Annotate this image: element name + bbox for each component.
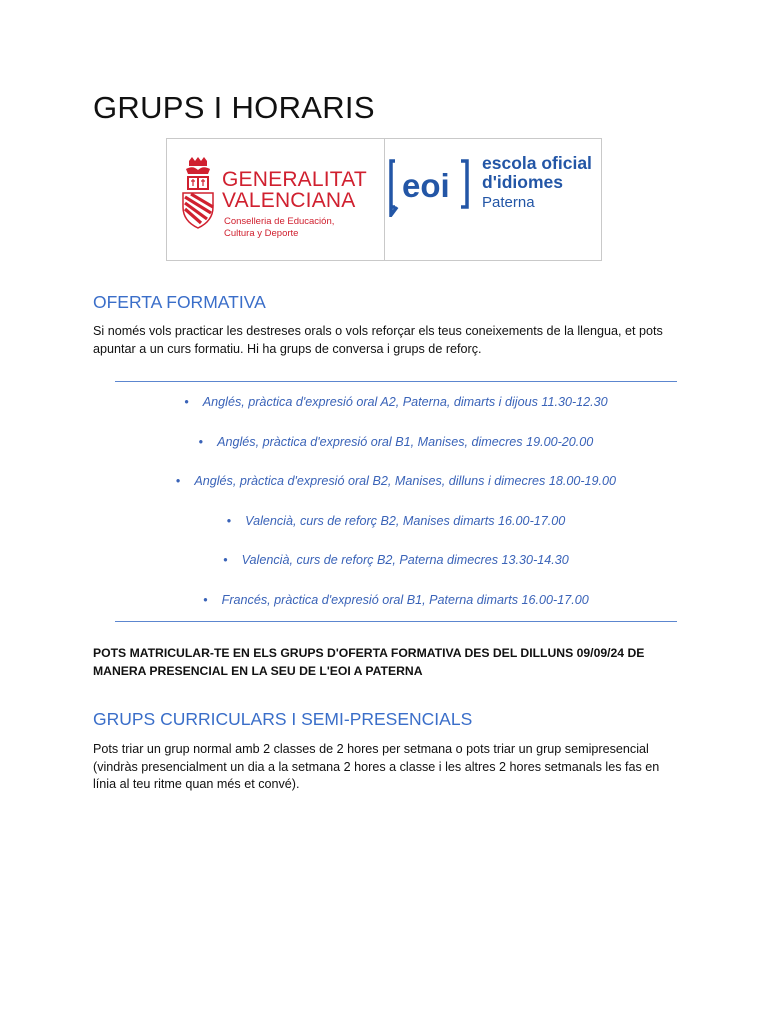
generalitat-sub-line2: Cultura y Deporte <box>224 228 299 239</box>
generalitat-logo <box>167 139 385 260</box>
bullet-icon: • <box>184 395 189 409</box>
eoi-logo <box>385 139 601 260</box>
list-item <box>115 389 677 429</box>
bullet-icon: • <box>175 474 181 489</box>
list-item-text: Anglés, pràctica d'expresió oral A2, Paterna, dimarts i dijous 11.30-12.30 <box>202 395 608 409</box>
eoi-line1: escola oficial <box>482 153 592 173</box>
eoi-school-name <box>482 154 592 212</box>
bullet-icon: • <box>223 553 228 568</box>
list-item <box>115 468 677 508</box>
list-item <box>115 429 677 469</box>
list-item <box>115 547 677 587</box>
generalitat-sub-line1: Conselleria de Educación, <box>224 216 335 227</box>
oferta-list <box>115 389 677 627</box>
list-item <box>115 508 677 548</box>
curriculars-text: Pots triar un grup normal amb 2 classes de 2 hores per setmana o pots triar un grup semipresencial (vindràs presencialment un dia a la setmana 2 hores a classe i les altres 2 hores setmanals les fas en línia al teu ritme quan més et convé). <box>93 742 660 791</box>
list-bottom-divider <box>115 621 677 622</box>
list-top-divider <box>115 381 677 382</box>
list-item-text: Francés, pràctica d'expresió oral B1, Paterna dimarts 16.00-17.00 <box>221 592 589 607</box>
list-item-text: Anglés, pràctica d'expresió oral B1, Manises, dimecres 19.00-20.00 <box>217 434 594 449</box>
page-title: GRUPS I HORARIS <box>93 90 375 125</box>
list-item-text: Anglés, pràctica d'expresió oral B2, Manises, dilluns i dimecres 18.00-19.00 <box>194 474 617 489</box>
eoi-bracket-logo-icon <box>389 159 475 217</box>
bullet-icon: • <box>226 513 232 528</box>
generalitat-conselleria <box>224 216 334 240</box>
list-item-text: Valencià, curs de reforç B2, Paterna dimecres 13.30-14.30 <box>241 553 569 568</box>
generalitat-emblem-icon <box>181 157 215 229</box>
curriculars-heading: GRUPS CURRICULARS I SEMI-PRESENCIALS <box>93 709 473 729</box>
oferta-intro: Si només vols practicar les destreses orals o vols reforçar els teus coneixements de la llengua, et pots apuntar a un curs formatiu. Hi ha grups de conversa i grups de reforç. <box>93 324 663 356</box>
eoi-mark-text: eoi <box>402 167 450 204</box>
enrollment-notice: POTS MATRICULAR-TE EN ELS GRUPS D'OFERTA FORMATIVA DES DEL DILLUNS 09/09/24 DE MANERA PRESENCIAL EN LA SEU DE L'EOI A PATERNA <box>93 646 645 678</box>
generalitat-name-line1: GENERALITAT <box>222 168 367 191</box>
oferta-heading: OFERTA FORMATIVA <box>93 292 266 312</box>
bullet-icon: • <box>203 592 208 607</box>
list-item-text: Valencià, curs de reforç B2, Manises dimarts 16.00-17.00 <box>245 513 566 528</box>
generalitat-name-line2: VALENCIANA <box>222 189 356 212</box>
generalitat-name <box>222 169 367 211</box>
eoi-line2: d'idiomes <box>482 172 563 192</box>
eoi-line3: Paterna <box>482 194 535 211</box>
bullet-icon: • <box>198 434 204 449</box>
logos-banner <box>166 138 602 261</box>
